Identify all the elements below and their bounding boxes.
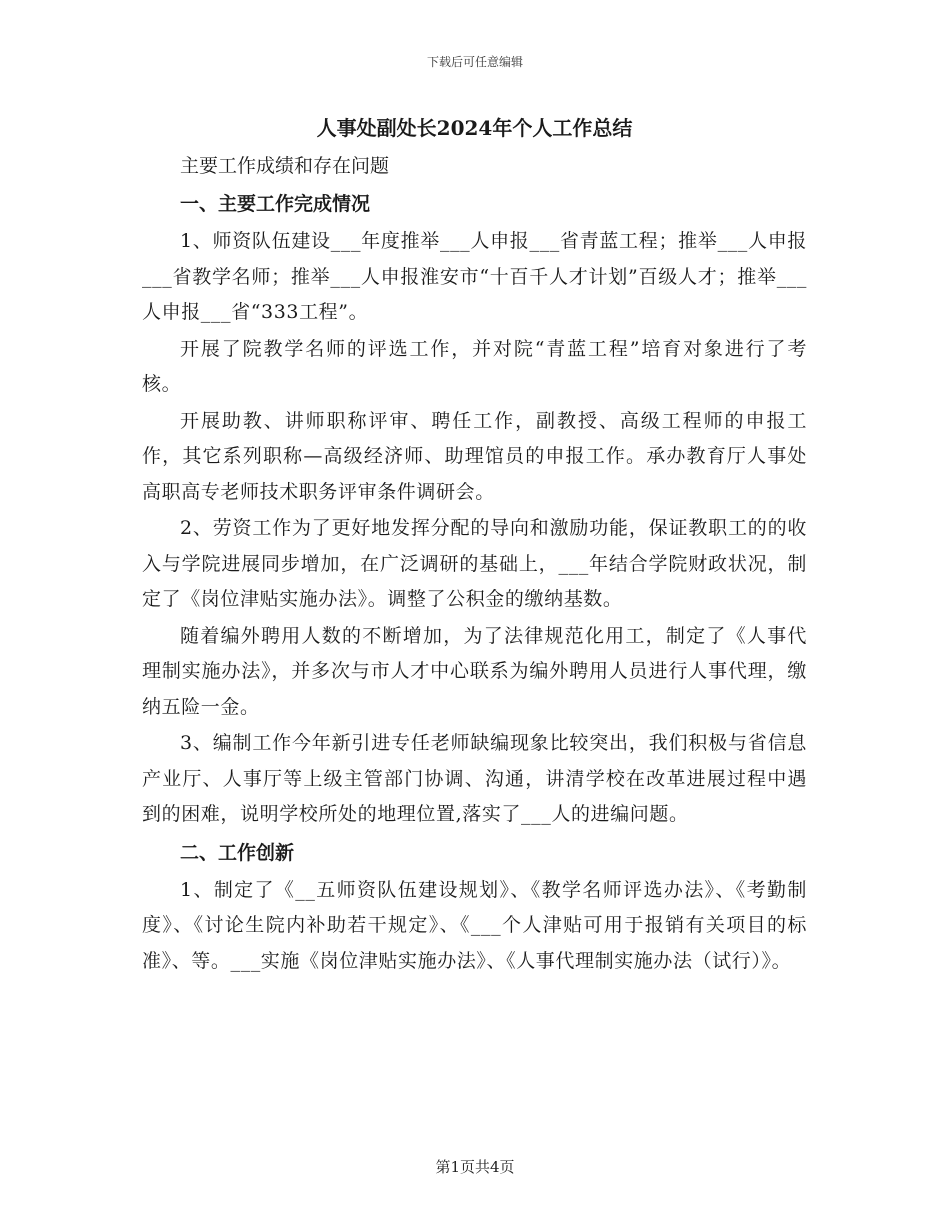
document-subtitle: 主要工作成绩和存在问题 <box>180 155 390 177</box>
section-heading-1: 一、主要工作完成情况 <box>180 193 371 215</box>
document-title: 人事处副处长2024年个人工作总结 <box>316 116 633 140</box>
paragraph: 1、师资队伍建设___年度推举___人申报___省青蓝工程；推举___人申报___省教学名师；推举___人申报淮安市“十百千人才计划”百级人才；推举___人申报___省“333工程”。 <box>142 230 807 323</box>
paragraph: 随着编外聘用人数的不断增加，为了法律规范化用工，制定了《人事代理制实施办法》，并多次与市人才中心联系为编外聘用人员进行人事代理，缴纳五险一金。 <box>142 624 807 718</box>
paragraph: 3、编制工作今年新引进专任老师缺编现象比较突出，我们积极与省信息产业厅、人事厅等上级主管部门协调、沟通，讲清学校在改革进展过程中遇到的困难，说明学校所处的地理位置,落实了___人的进编问题。 <box>142 732 807 825</box>
paragraph: 开展助教、讲师职称评审、聘任工作，副教授、高级工程师的申报工作，其它系列职称—高级经济师、助理馆员的申报工作。承办教育厅人事处高职高专老师技术职务评审条件调研会。 <box>142 409 807 503</box>
paragraph: 1、制定了《__五师资队伍建设规划》、《教学名师评选办法》、《考勤制度》、《讨论生院内补助若干规定》、《___个人津贴可用于报销有关项目的标准》、等。___实施《岗位津贴实施办法》、《人事代理制实施办法（试行）》。 <box>142 878 807 972</box>
paragraph: 开展了院教学名师的评选工作，并对院“青蓝工程”培育对象进行了考核。 <box>142 337 807 395</box>
section-heading-2: 二、工作创新 <box>180 841 295 864</box>
page-footer: 第1页共4页 <box>435 1158 515 1176</box>
document-body <box>142 110 807 980</box>
header-note: 下载后可任意编辑 <box>426 55 523 69</box>
paragraph: 2、劳资工作为了更好地发挥分配的导向和激励功能，保证教职工的的收入与学院进展同步增加，在广泛调研的基础上，___年结合学院财政状况，制定了《岗位津贴实施办法》。调整了公积金的缴纳基数。 <box>142 517 807 610</box>
